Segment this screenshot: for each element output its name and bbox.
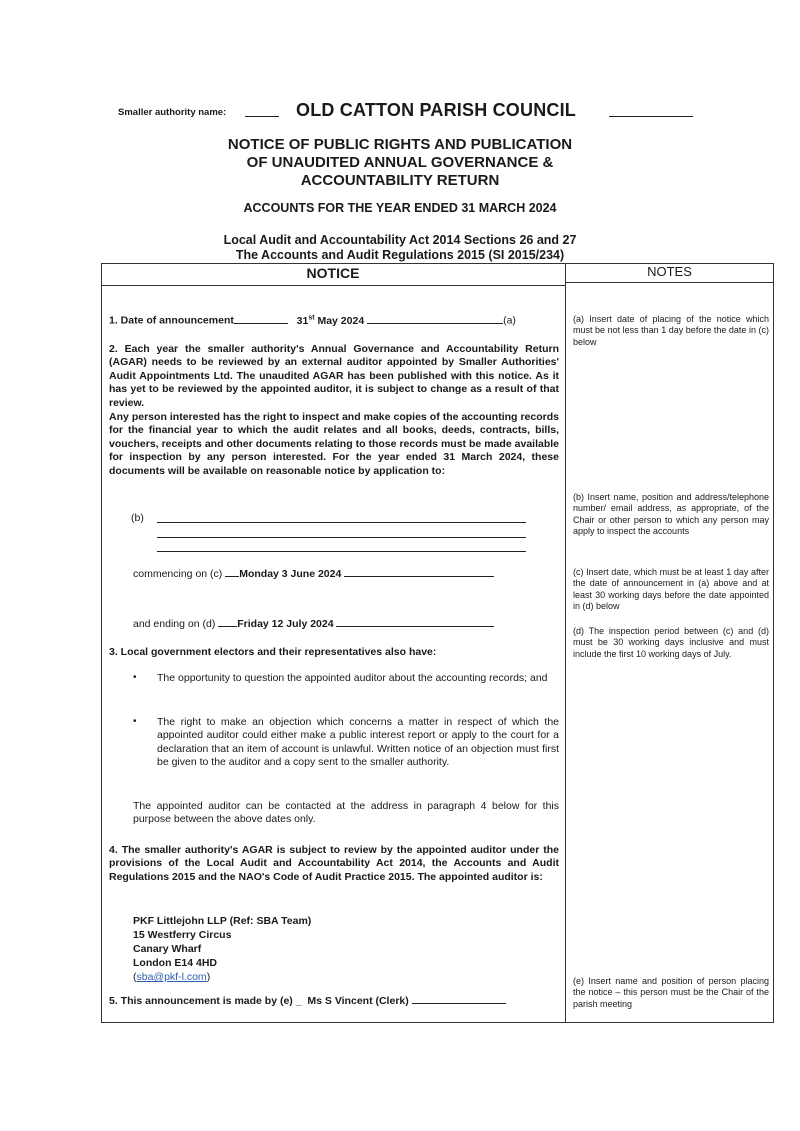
note-a: (a) Insert date of placing of the notice which must be not less than 1 day before the date in (c) below <box>573 314 769 347</box>
note-d: (d) The inspection period between (c) and (d) must be 30 working days inclusive and must include the first 10 working days of July. <box>573 626 769 659</box>
bullet-glyph: • <box>133 716 137 727</box>
auditor-email-link[interactable]: sba@pkf-l.com <box>136 971 207 983</box>
date-label: 1. Date of announcement <box>109 314 234 327</box>
blank-line <box>412 1003 506 1004</box>
bullet-glyph: • <box>133 672 137 683</box>
ending-value: Friday 12 July 2024 <box>237 618 334 630</box>
paragraph-3-heading: 3. Local government electors and their representatives also have: <box>109 646 437 658</box>
blank-line <box>157 525 526 538</box>
blank-line <box>218 626 237 627</box>
paragraph-4: 4. The smaller authority's AGAR is subject to review by the appointed auditor under the provisions of the Local Audit and Accountability Act 2014, the Accounts and Audit Regulations 2015 and the NAO's Code of Audit Practice 2015. The appointed auditor is: <box>109 844 559 883</box>
blank-line <box>344 576 494 577</box>
commencing-value: Monday 3 June 2024 <box>239 568 342 580</box>
header-divider <box>101 285 566 286</box>
document-title <box>150 136 650 190</box>
auditor-email-line: (sba@pkf-l.com) <box>133 971 211 983</box>
authority-name: OLD CATTON PARISH COUNCIL <box>296 100 576 120</box>
date-of-announcement <box>109 314 559 327</box>
address-line: London E14 4HD <box>133 957 218 969</box>
date-suffix: st <box>308 314 315 321</box>
ending-label: and ending on (d) <box>133 618 216 630</box>
paragraph-2: 2. Each year the smaller authority's Annual Governance and Accountability Return (AGAR) needs to be reviewed by an external auditor appointed by Smaller Authorities' Audit Appointments Ltd. The unaudited AGAR has been published with this notice. As it has yet to be reviewed by the appointed auditor, it is subject to change as a result of that review. <box>109 343 559 409</box>
blank-line <box>367 323 503 324</box>
title-line: OF UNAUDITED ANNUAL GOVERNANCE & <box>246 154 554 171</box>
blank-line <box>336 626 494 627</box>
blank-line <box>157 539 526 552</box>
address-line: PKF Littlejohn LLP (Ref: SBA Team) <box>133 915 312 927</box>
blank-line <box>234 323 288 324</box>
note-marker: (a) <box>503 314 516 327</box>
column-divider <box>565 263 566 1023</box>
document-subtitle: ACCOUNTS FOR THE YEAR ENDED 31 MARCH 2024 <box>243 201 557 215</box>
bullet-item: The right to make an objection which concerns a matter in respect of which the appointed auditor could either make a public interest report or apply to the court for a declaration that an item of account is unlawful. Written notice of an objection must first be given to the auditor and a copy sent to the smaller authority. <box>157 716 559 769</box>
legislation-line: The Accounts and Audit Regulations 2015 (SI 2015/234) <box>235 248 565 262</box>
auditor-contact-paragraph: The appointed auditor can be contacted at the address in paragraph 4 below for this purpose between the above dates only. <box>133 800 559 826</box>
date-month-year: May 2024 <box>314 314 365 327</box>
title-line: NOTICE OF PUBLIC RIGHTS AND PUBLICATION <box>227 136 573 153</box>
notes-column-heading: NOTES <box>647 264 692 279</box>
title-line: ACCOUNTABILITY RETURN <box>300 172 500 189</box>
authority-name-line <box>118 100 718 124</box>
notice-column-heading: NOTICE <box>306 265 360 281</box>
legislation-references <box>150 233 650 263</box>
announcement-date <box>297 315 365 327</box>
note-b: (b) Insert name, position and address/telephone number/ email address, as appropriate, of the Chair or other person to which any person may apply to inspect the accounts <box>573 492 769 536</box>
announcement-made-by <box>109 995 559 1007</box>
blank-line <box>609 104 693 117</box>
blank-line <box>157 510 526 523</box>
commencing-label: commencing on (c) <box>133 568 223 580</box>
note-c: (c) Insert date, which must be at least 1 day after the date of announcement in (a) above and at least 30 working days before the date appointed in (d) below <box>573 567 769 611</box>
commencing-date <box>133 568 553 580</box>
announcement-person: Ms S Vincent (Clerk) <box>307 995 409 1007</box>
ending-date <box>133 618 553 630</box>
note-e: (e) Insert name and position of person placing the notice – this person must be the Chair of the parish meeting <box>573 976 769 1009</box>
authority-label: Smaller authority name: <box>118 107 227 118</box>
legislation-line: Local Audit and Accountability Act 2014 Sections 26 and 27 <box>223 233 577 247</box>
announcement-label: 5. This announcement is made by (e) _ <box>109 995 302 1007</box>
blank-line <box>225 576 239 577</box>
note-marker: (b) <box>131 512 144 524</box>
header-divider <box>565 282 774 283</box>
blank-line <box>245 104 279 117</box>
address-line: Canary Wharf <box>133 943 202 955</box>
date-day: 31 <box>296 314 309 327</box>
address-line: 15 Westferry Circus <box>133 929 232 941</box>
auditor-address <box>133 914 311 984</box>
bullet-item: The opportunity to question the appointed auditor about the accounting records; and <box>157 672 548 684</box>
inspection-rights: Any person interested has the right to inspect and make copies of the accounting records for the financial year to which the audit relates and all books, deeds, contracts, bills, vouchers, receipts and other documents relating to those records must be made available for inspection by any person interested. For the year ended 31 March 2024, these documents will be available on reasonable notice by application to: <box>109 411 559 477</box>
